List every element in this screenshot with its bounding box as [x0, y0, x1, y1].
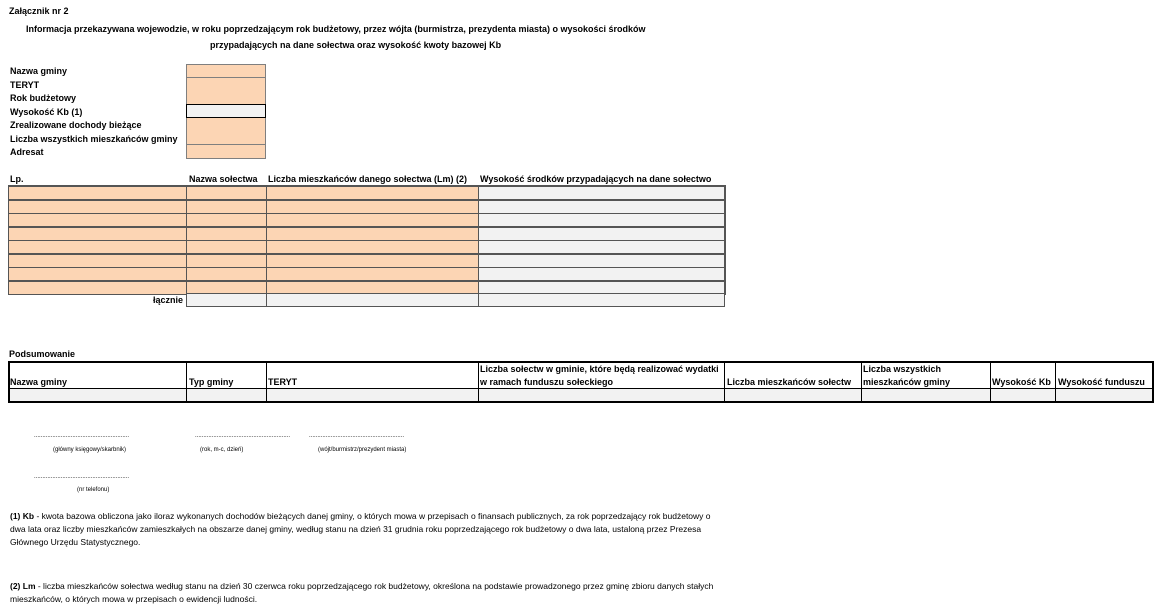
row-lp-cell[interactable]: [8, 213, 187, 227]
input-wysokosc-kb[interactable]: [186, 104, 266, 118]
signature-line-data: .........................................................: [195, 433, 291, 439]
header-lp: Lp.: [10, 174, 24, 184]
row-wysokosc-cell[interactable]: [478, 213, 725, 227]
footnote-1-text: - kwota bazowa obliczona jako iloraz wykonanych dochodów bieżących danej gminy, o których mowa w przepisach o finansach publicznych, za rok poprzedzający rok budżetowy o dwa lata oraz liczby mieszkańców zamieszkałych na obszarze danej gminy, według stanu na dzień 31 grudnia roku poprzedzającego rok budżetowy o dwa lata, ustaloną przez Prezesa Głównego Urzędu Statystycznego.: [10, 511, 711, 547]
signature-label-data: (rok, m-c, dzień): [200, 447, 244, 453]
label-nazwa-gminy: Nazwa gminy: [10, 66, 68, 76]
header-nazwa-solectwa: Nazwa sołectwa: [189, 174, 258, 184]
summary-header-nazwa-gminy: Nazwa gminy: [10, 377, 68, 387]
summary-header-liczba-wszystkich-line2: mieszkańców gminy: [863, 377, 951, 387]
footnote-2: [10, 580, 722, 606]
label-rok-budzetowy: Rok budżetowy: [10, 93, 77, 103]
summary-cell-liczba-wszystkich[interactable]: [862, 389, 990, 401]
document-title-line1: Informacja przekazywana wojewodzie, w roku poprzedzającym rok budżetowy, przez wójta (burmistrza, prezydenta miasta) o wysokości środków: [26, 24, 646, 34]
total-label: łącznie: [153, 295, 184, 305]
row-lp-cell[interactable]: [8, 186, 187, 200]
label-dochody: Zrealizowane dochody bieżące: [10, 120, 142, 130]
row-wysokosc-cell[interactable]: [478, 240, 725, 254]
row-lp-cell[interactable]: [8, 254, 187, 268]
footnote-2-marker: (2) Lm: [10, 581, 36, 591]
row-nazwa-cell[interactable]: [186, 240, 267, 254]
total-wysokosc-cell[interactable]: [478, 293, 725, 307]
summary-header-teryt: TERYT: [268, 377, 298, 387]
row-nazwa-cell[interactable]: [186, 227, 267, 241]
summary-cell-typ-gminy[interactable]: [187, 389, 266, 401]
header-liczba-mieszkancow: Liczba mieszkańców danego sołectwa (Lm) (2): [268, 174, 468, 184]
row-lp-cell[interactable]: [8, 240, 187, 254]
row-nazwa-cell[interactable]: [186, 200, 267, 214]
summary-header-typ-gminy: Typ gminy: [189, 377, 234, 387]
header-wysokosc-srodkow: Wysokość środków przypadających na dane sołectwo: [480, 174, 712, 184]
row-liczba-cell[interactable]: [266, 200, 479, 214]
signature-line-ksiegowy: .........................................................: [34, 433, 130, 439]
summary-title: Podsumowanie: [9, 349, 76, 359]
row-wysokosc-cell[interactable]: [478, 200, 725, 214]
row-liczba-cell[interactable]: [266, 213, 479, 227]
input-teryt[interactable]: [186, 78, 266, 92]
row-liczba-cell[interactable]: [266, 240, 479, 254]
row-wysokosc-cell[interactable]: [478, 186, 725, 200]
signature-label-ksiegowy: (główny księgowy/skarbnik): [53, 447, 127, 453]
footnote-2-text: - liczba mieszkańców sołectwa według stanu na dzień 30 czerwca roku poprzedzającego rok budżetowy, określona na podstawie prowadzonego przez gminę zbioru danych stałych mieszkańców, o których mowa w przepisach o ewidencji ludności.: [10, 581, 714, 604]
summary-header-liczba-solectw-line2: w ramach funduszu sołeckiego: [480, 377, 614, 387]
row-nazwa-cell[interactable]: [186, 213, 267, 227]
summary-cell-liczba-mieszkancow-solectw[interactable]: [725, 389, 861, 401]
summary-header-liczba-mieszkancow-solectw: Liczba mieszkańców sołectw: [727, 377, 852, 387]
summary-header-liczba-wszystkich-line1: Liczba wszystkich: [863, 364, 942, 374]
label-wysokosc-kb: Wysokość Kb (1): [10, 107, 83, 117]
summary-cell-wysokosc-kb[interactable]: [991, 389, 1055, 401]
row-liczba-cell[interactable]: [266, 254, 479, 268]
label-mieszkancy: Liczba wszystkich mieszkańców gminy: [10, 134, 178, 144]
footnote-1-marker: (1) Kb: [10, 511, 35, 521]
input-adresat[interactable]: [186, 145, 266, 159]
summary-header-wysokosc-kb: Wysokość Kb: [992, 377, 1051, 387]
summary-cell-nazwa-gminy[interactable]: [10, 389, 186, 401]
row-liczba-cell[interactable]: [266, 227, 479, 241]
row-liczba-cell[interactable]: [266, 186, 479, 200]
row-nazwa-cell[interactable]: [186, 267, 267, 281]
row-wysokosc-cell[interactable]: [478, 254, 725, 268]
row-nazwa-cell[interactable]: [186, 186, 267, 200]
summary-header-liczba-solectw-line1: Liczba sołectw w gminie, które będą realizować wydatki: [480, 364, 719, 374]
document-title-line2: przypadających na dane sołectwa oraz wysokość kwoty bazowej Kb: [210, 40, 502, 50]
annex-label: Załącznik nr 2: [9, 6, 69, 16]
input-rok-budzetowy[interactable]: [186, 91, 266, 105]
row-lp-cell[interactable]: [8, 267, 187, 281]
row-wysokosc-cell[interactable]: [478, 227, 725, 241]
footnote-1: [10, 510, 722, 549]
signature-label-wojt: (wójt/burmistrz/prezydent miasta): [318, 447, 407, 453]
row-nazwa-cell[interactable]: [186, 254, 267, 268]
summary-header-wysokosc-funduszu: Wysokość funduszu: [1058, 377, 1145, 387]
input-dochody[interactable]: [186, 118, 266, 132]
total-liczba-cell[interactable]: [266, 293, 479, 307]
row-liczba-cell[interactable]: [266, 267, 479, 281]
label-adresat: Adresat: [10, 147, 44, 157]
summary-cell-liczba-solectw[interactable]: [479, 389, 724, 401]
signature-line-telefon: .........................................................: [34, 474, 130, 480]
row-wysokosc-cell[interactable]: [478, 267, 725, 281]
summary-cell-teryt[interactable]: [267, 389, 478, 401]
signature-label-telefon: (nr telefonu): [77, 487, 110, 493]
row-lp-cell[interactable]: [8, 227, 187, 241]
row-lp-cell[interactable]: [8, 281, 187, 295]
total-nazwa-cell[interactable]: [186, 293, 267, 307]
summary-cell-wysokosc-funduszu[interactable]: [1056, 389, 1152, 401]
label-teryt: TERYT: [10, 80, 40, 90]
row-lp-cell[interactable]: [8, 200, 187, 214]
signature-line-wojt: .........................................................: [309, 433, 405, 439]
input-mieszkancy[interactable]: [186, 131, 266, 145]
input-nazwa-gminy[interactable]: [186, 64, 266, 78]
